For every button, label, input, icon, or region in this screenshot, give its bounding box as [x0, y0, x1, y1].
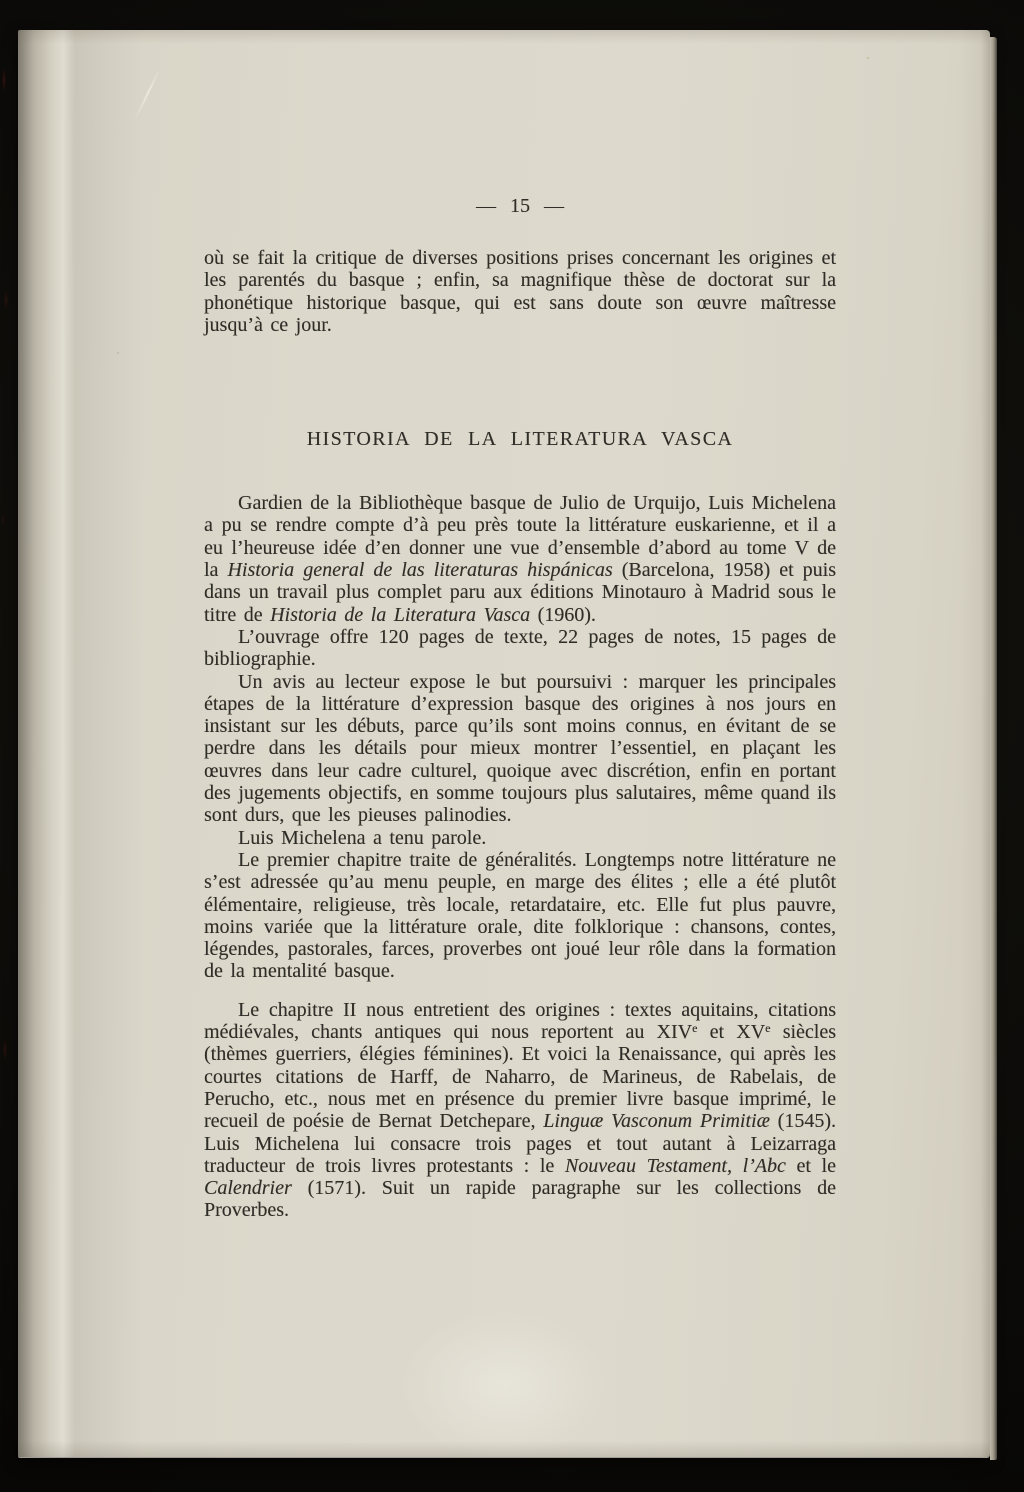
page-stack-edge [990, 37, 997, 1460]
text-segment: Historia general de las literaturas hispánicas [227, 559, 613, 582]
text-segment: siècles (thèmes guerriers, élégies féminines). Et voici la Renaissance, qui après les courtes citations de Harff, de Naharro, de Marineus, de Rabelais, de Perucho, etc., nous met en présence du premier livre basque imprimé, le recueil de poésie de Bernat Detchepare, [204, 1021, 836, 1133]
paragraph [204, 999, 836, 1222]
text-segment: e [765, 1021, 771, 1036]
paragraph [204, 671, 836, 827]
text-segment: Historia de la Literatura Vasca [270, 603, 531, 626]
text-segment: où se fait la critique de diverses positions prises concernant les origines et les parentés du basque ; enfin, sa magnifique thèse de doctorat sur la phonétique historique basque, qui est sans doute son œuvre maîtresse jusqu’à ce jour. [204, 247, 836, 336]
page-content [204, 30, 836, 1222]
book-spine-edge [0, 0, 14, 1492]
text-segment: Calendrier [204, 1177, 292, 1200]
paragraph [204, 626, 836, 671]
paragraph [204, 247, 836, 336]
text-segment: Gardien de la Bibliothèque basque de Julio de Urquijo, Luis Michelena a pu se rendre compte d’à peu près toute la littérature euskarienne, et il a eu l’heureuse idée d’en donner une vue d’ensemble d’abord au tome V de la [204, 492, 836, 582]
text-segment: (1571). Suit un rapide paragraphe sur les collections de Proverbes. [204, 1177, 836, 1222]
text-segment: Le chapitre II nous entretient des origines : textes aquitains, citations médiévales, chants antiques qui nous reportent au XIV [204, 998, 836, 1044]
paragraph [204, 827, 836, 849]
paragraph [204, 492, 836, 626]
text-segment: Nouveau Testament, l’Abc [564, 1154, 786, 1177]
text-segment: Luis Michelena a tenu parole. [238, 826, 487, 849]
text-segment: e [692, 1021, 698, 1036]
page-text-body [204, 247, 836, 1222]
book-page [18, 30, 990, 1457]
text-segment: L’ouvrage offre 120 pages de texte, 22 pages de notes, 15 pages de bibliographie. [204, 625, 836, 671]
text-segment: (1960). [530, 603, 596, 626]
text-segment: (Barcelona, 1958) et puis dans un travail plus complet paru aux éditions Minotauro à Madrid sous le titre de [204, 559, 837, 626]
text-segment: (1545). Luis Michelena lui consacre trois pages et tout autant à Leizarraga traducteur de trois livres protestants : le [204, 1110, 836, 1177]
text-segment: Un avis au lecteur expose le but poursuivi : marquer les principales étapes de la littérature d’expression basque des origines à nos jours en insistant sur les débuts, parce qu’ils sont moins connus, en évitant de se perdre dans les détails pour mieux montrer l’essentiel, en plaçant les œuvres dans leur cadre culturel, quoique avec discrétion, enfin en portant des jugements objectifs, en somme toujours plus salutaires, même quand ils sont durs, que les pieuses palinodies. [204, 670, 836, 827]
text-segment: Le premier chapitre traite de généralités. Longtemps notre littérature ne s’est adressée qu’au menu peuple, en marge des élites ; elle a été plutôt élémentaire, religieuse, très locale, retardataire, etc. Elle fut plus pauvre, moins variée que la littérature orale, dite folklorique : chansons, contes, légendes, pastorales, farces, proverbes ont joué leur rôle dans la formation de la mentalité basque. [204, 848, 836, 983]
paper-scratch-mark [133, 68, 160, 121]
text-segment: et XV [697, 1021, 766, 1044]
text-segment: et le [785, 1154, 836, 1177]
section-heading: HISTORIA DE LA LITERATURA VASCA [306, 428, 734, 451]
paragraph [204, 849, 836, 983]
page-number: — 15 — [476, 195, 564, 217]
text-segment: Linguæ Vasconum Primitiæ [543, 1110, 770, 1133]
